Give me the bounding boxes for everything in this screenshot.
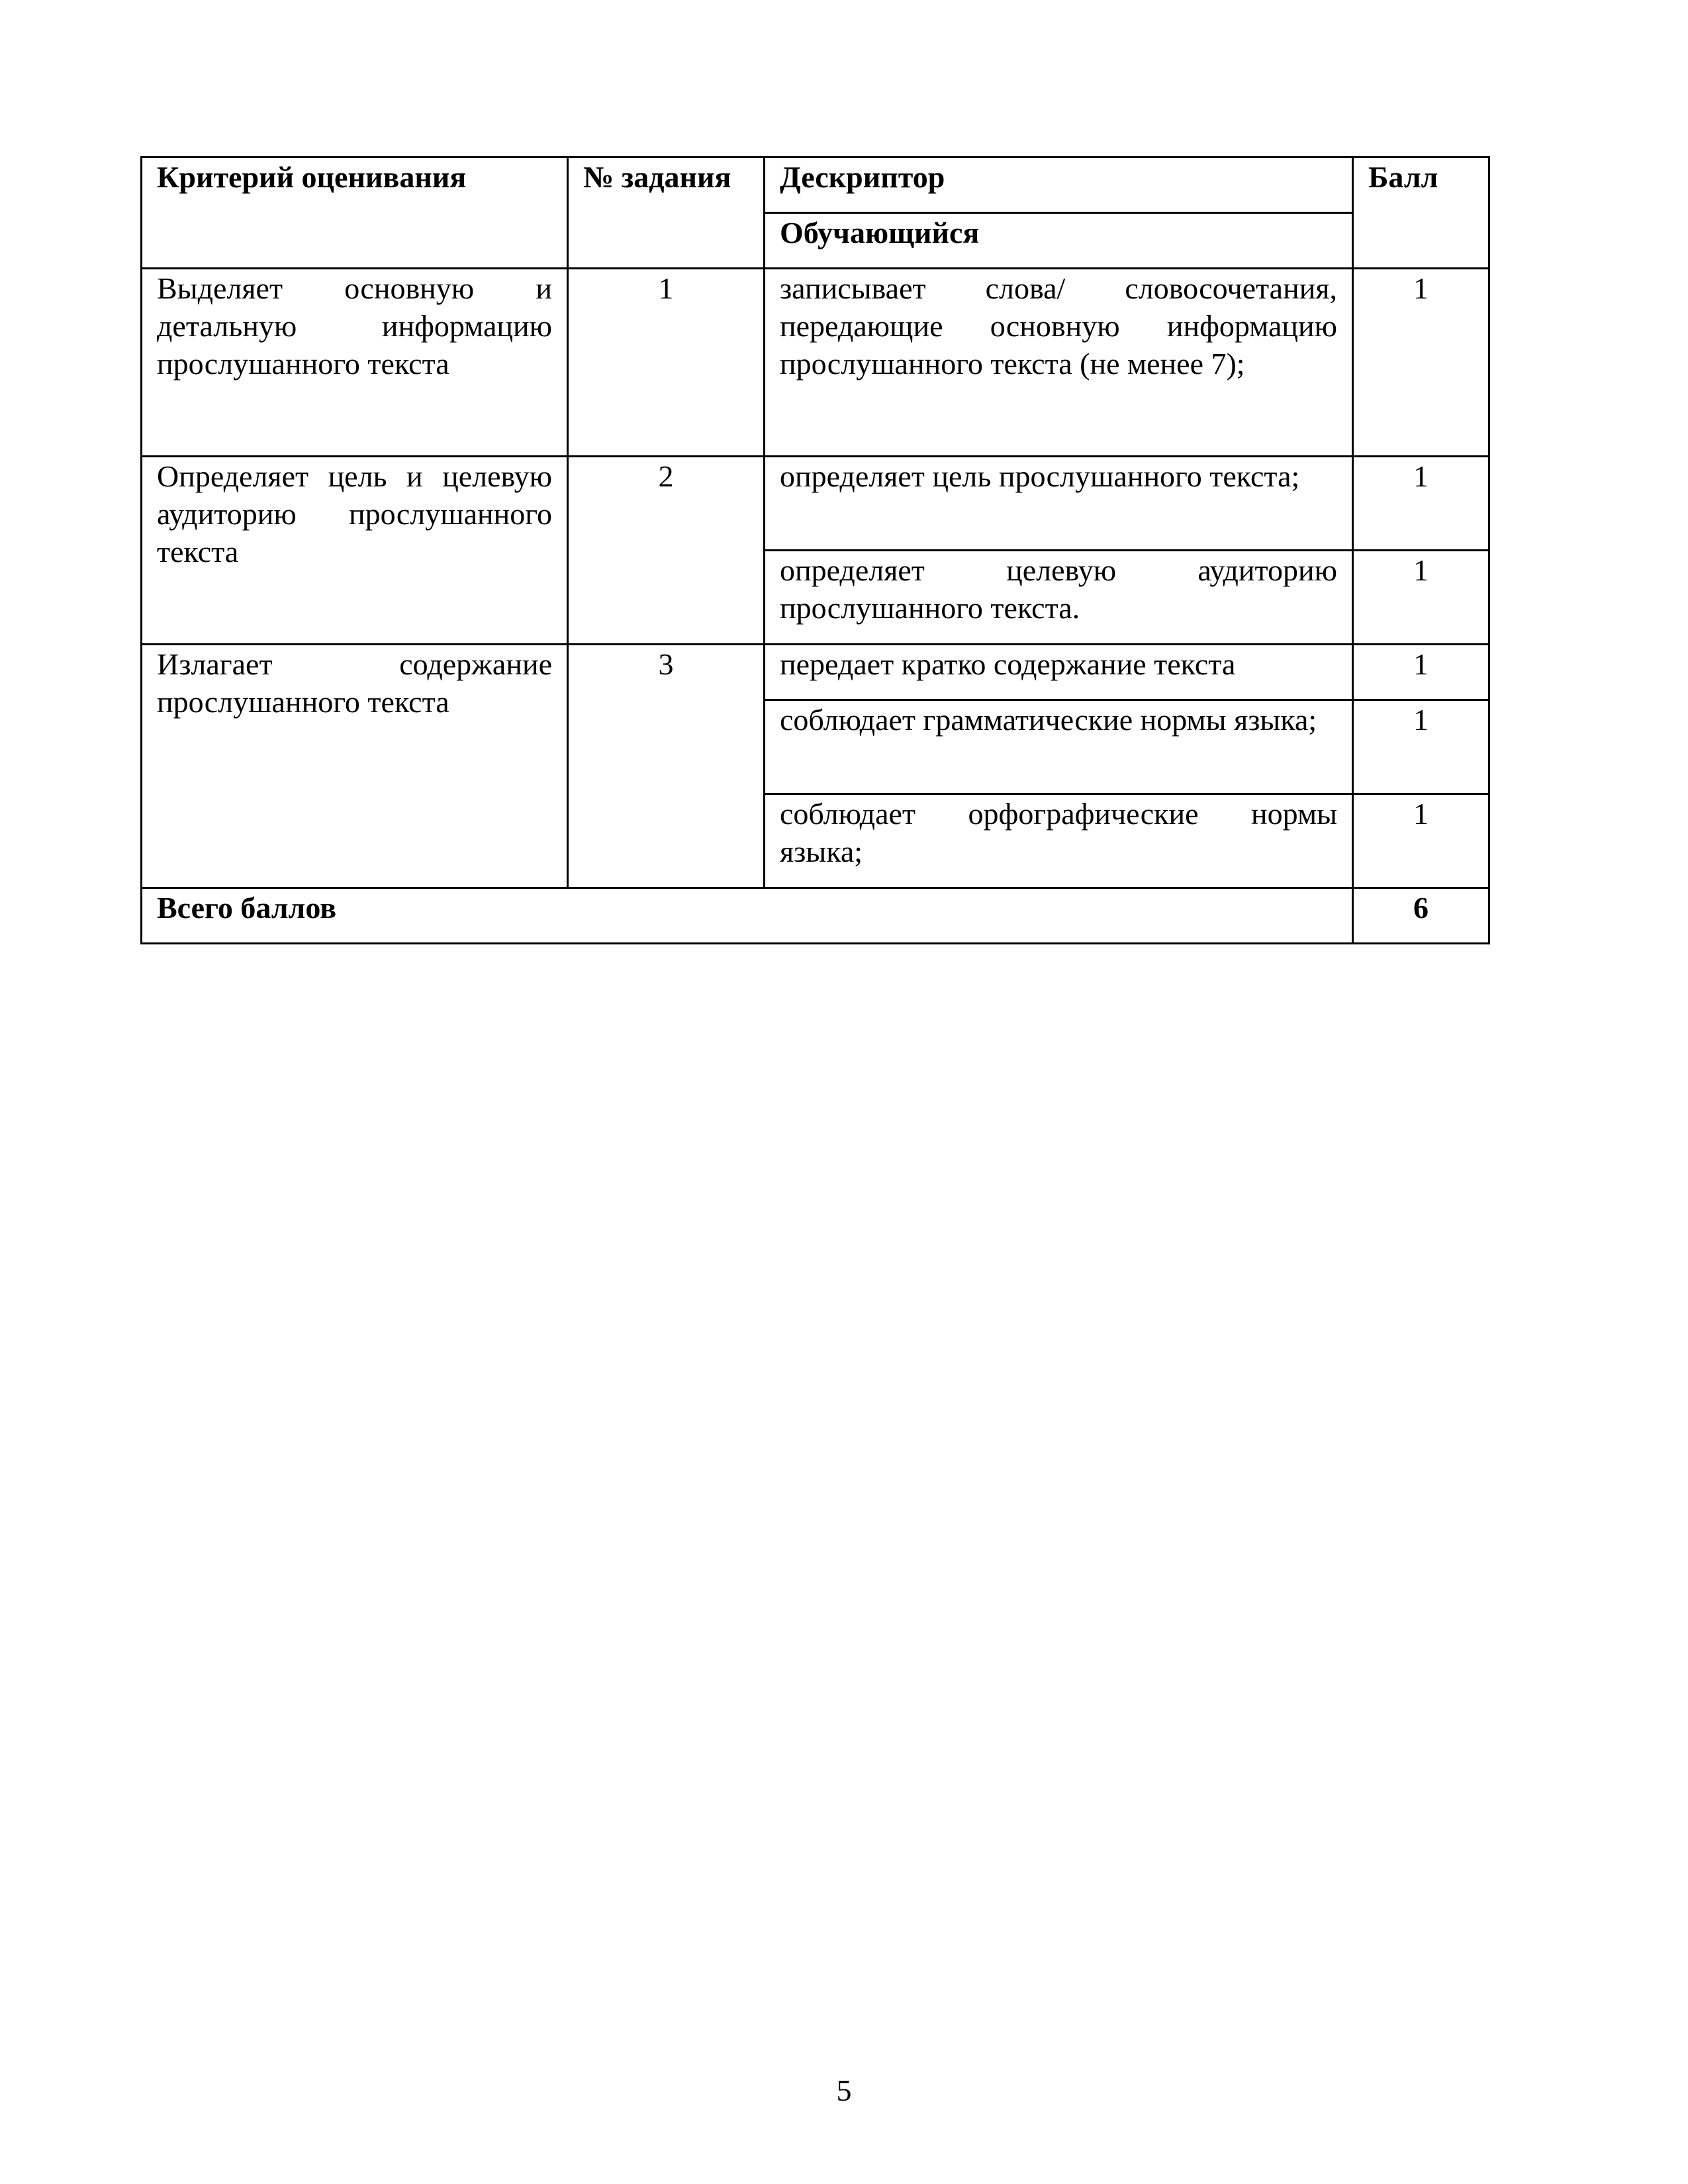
header-task-number: № задания (568, 158, 765, 269)
score-cell: 1 (1353, 700, 1489, 794)
descriptor-cell: передает кратко содержание текста (765, 645, 1353, 700)
table-header-row (142, 158, 1489, 213)
criterion-cell: Излагает содержание прослушанного текста (142, 645, 568, 888)
descriptor-cell: определяет целевую аудиторию прослушанного текста. (765, 551, 1353, 645)
task-number-cell: 3 (568, 645, 765, 888)
descriptor-cell: соблюдает грамматические нормы языка; (765, 700, 1353, 794)
score-cell: 1 (1353, 457, 1489, 551)
total-label: Всего баллов (142, 888, 1353, 944)
header-score: Балл (1353, 158, 1489, 269)
task-number-cell: 2 (568, 457, 765, 645)
header-descriptor: Дескриптор (765, 158, 1353, 213)
descriptor-cell: определяет цель прослушанного текста; (765, 457, 1353, 551)
table-row (142, 457, 1489, 551)
score-cell: 1 (1353, 269, 1489, 457)
total-row (142, 888, 1489, 944)
score-cell: 1 (1353, 551, 1489, 645)
task-number-cell: 1 (568, 269, 765, 457)
assessment-rubric-table (140, 156, 1490, 944)
criterion-cell: Определяет цель и целевую аудиторию прослушанного текста (142, 457, 568, 645)
descriptor-cell: соблюдает орфографические нормы языка; (765, 794, 1353, 888)
page-number: 5 (836, 2073, 852, 2107)
header-criterion: Критерий оценивания (142, 158, 568, 269)
total-score: 6 (1353, 888, 1489, 944)
criterion-cell: Выделяет основную и детальную информацию прослушанного текста (142, 269, 568, 457)
table-row (142, 645, 1489, 700)
score-cell: 1 (1353, 794, 1489, 888)
score-cell: 1 (1353, 645, 1489, 700)
descriptor-cell: записывает слова/ словосочетания, передающие основную информацию прослушанного текста (не менее 7); (765, 269, 1353, 457)
header-learner: Обучающийся (765, 213, 1353, 269)
table-row (142, 269, 1489, 457)
